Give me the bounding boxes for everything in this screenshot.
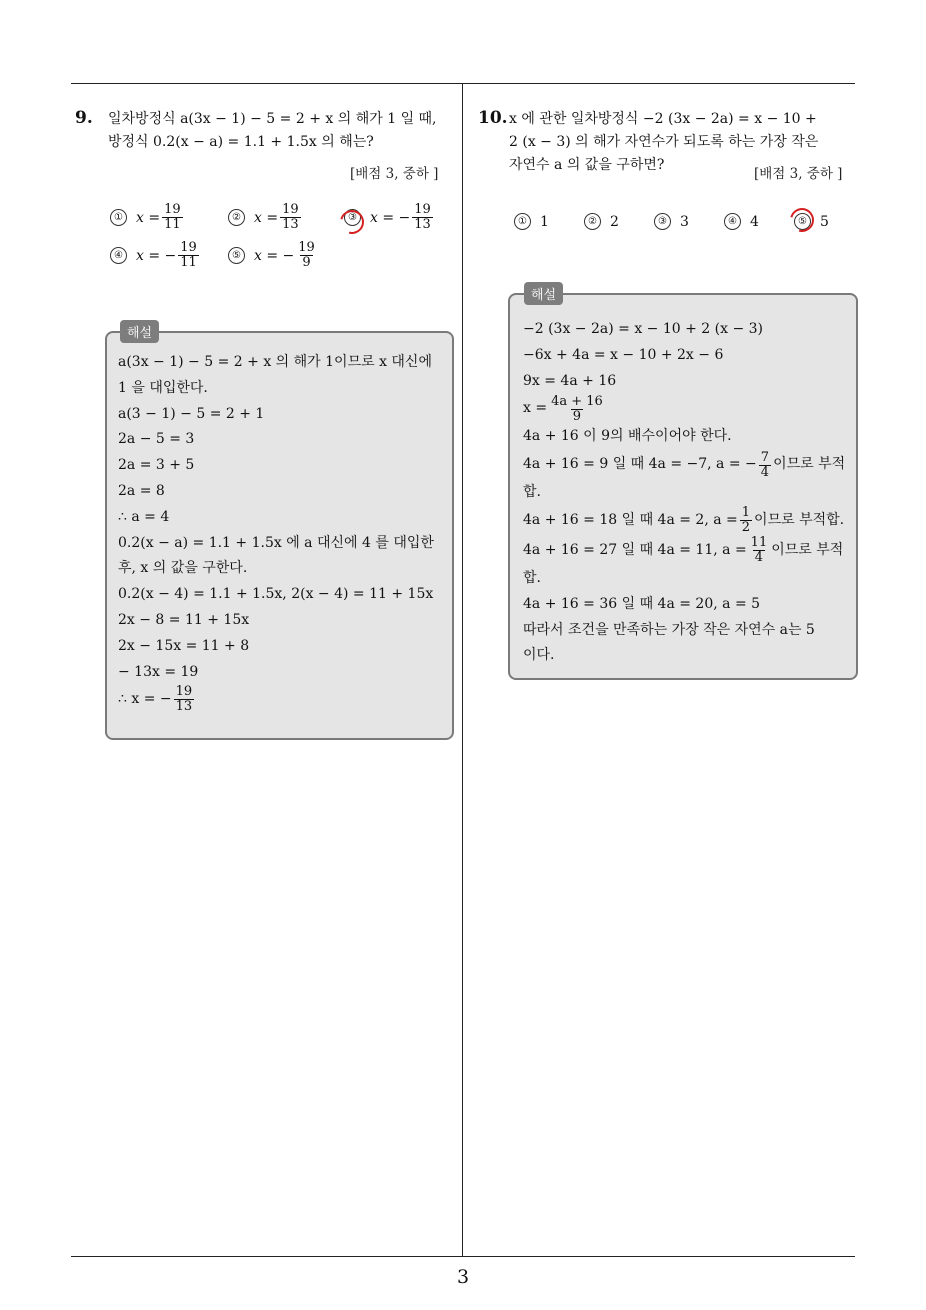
fraction-denominator: 13 xyxy=(414,217,431,232)
fraction-numerator: 19 xyxy=(164,202,181,217)
solution-line: 0.2(x − a) = 1.1 + 1.5x 에 a 대신에 4 를 대입한 xyxy=(118,534,434,551)
fraction-denominator: 9 xyxy=(572,408,582,424)
fraction-numerator: 19 xyxy=(175,684,193,700)
question-10-line-1: x 에 관한 일차방정식 −2 (3x − 2a) = x − 10 + xyxy=(509,111,817,127)
fraction xyxy=(759,451,771,480)
fraction-numerator: 11 xyxy=(750,535,768,551)
q10-solution-text xyxy=(523,317,851,669)
question-10-line-3: 자연수 a 의 값을 구하면? xyxy=(509,157,665,173)
choice-number-2: ② xyxy=(228,209,245,226)
choice-number-4: ④ xyxy=(110,247,127,264)
choice-number-5: ⑤ xyxy=(228,247,245,264)
q10-choice-2[interactable] xyxy=(584,213,619,230)
bottom-rule xyxy=(71,1256,855,1257)
solution-prefix: 4a + 16 = 18 일 때 4a = 2, a = xyxy=(523,512,738,529)
column-divider xyxy=(462,84,463,1256)
question-10-line-2: 2 (x − 3) 의 해가 자연수가 되도록 하는 가장 작은 xyxy=(509,134,819,150)
solution-final-line xyxy=(118,685,448,714)
solution-line-fraction xyxy=(523,394,851,424)
fraction-numerator: 4a + 16 xyxy=(551,393,603,409)
fraction-denominator: 4 xyxy=(760,464,770,480)
top-rule xyxy=(71,83,855,84)
solution-line-fraction xyxy=(523,536,851,566)
solution-line: 2a = 3 + 5 xyxy=(118,457,195,474)
question-10-score: [배점 3, 중하 ] xyxy=(754,166,843,182)
solution-suffix: 이므로 부적 xyxy=(771,542,844,559)
choice-number-1: ① xyxy=(110,209,127,226)
question-10-number: 10. xyxy=(478,108,508,128)
fraction xyxy=(549,395,605,424)
q9-solution-text xyxy=(118,350,448,714)
solution-line: a(3x − 1) − 5 = 2 + x 의 해가 1이므로 x 대신에 xyxy=(118,354,432,370)
q9-choice-1[interactable] xyxy=(110,203,185,232)
choice-number-2: ② xyxy=(584,213,601,230)
solution-line-fraction xyxy=(523,450,851,480)
fraction xyxy=(740,506,752,535)
choice-expression: x = xyxy=(254,209,279,226)
choice-number-1: ① xyxy=(514,213,531,230)
solution-line: −6x + 4a = x − 10 + 2x − 6 xyxy=(523,346,724,363)
solution-prefix: 4a + 16 = 27 일 때 4a = 11, a = xyxy=(523,542,747,559)
q10-choice-4[interactable] xyxy=(724,213,759,230)
choice-expression: x = − xyxy=(370,209,411,226)
solution-line: 4a + 16 = 36 일 때 4a = 20, a = 5 xyxy=(523,595,761,612)
choice-expression: x = xyxy=(136,209,161,226)
question-9-number: 9. xyxy=(75,108,93,128)
fraction-denominator: 13 xyxy=(282,217,299,232)
solution-line: − 13x = 19 xyxy=(118,663,199,680)
solution-line: 9x = 4a + 16 xyxy=(523,372,617,389)
q10-choice-1[interactable] xyxy=(514,213,549,230)
solution-line: a(3 − 1) − 5 = 2 + 1 xyxy=(118,405,265,422)
q9-choice-2[interactable] xyxy=(228,203,303,232)
choice-expression: x = − xyxy=(254,247,295,264)
fraction xyxy=(749,536,770,565)
solution-line: 2x − 15x = 11 + 8 xyxy=(118,637,250,654)
choice-value: 4 xyxy=(750,213,759,230)
question-9-line-1: 일차방정식 a(3x − 1) − 5 = 2 + x 의 해가 1 일 때, xyxy=(108,111,437,127)
solution-line: 따라서 조건을 만족하는 가장 작은 자연수 a는 5 xyxy=(523,621,815,638)
fraction xyxy=(296,241,317,270)
fraction-numerator: 19 xyxy=(414,202,431,217)
question-9-text xyxy=(108,108,453,154)
solution-line: 2x − 8 = 11 + 15x xyxy=(118,611,250,628)
choice-value: 1 xyxy=(540,213,549,230)
solution-line: 이다. xyxy=(523,647,555,664)
question-9-line-2: 방정식 0.2(x − a) = 1.1 + 1.5x 의 해는? xyxy=(108,134,374,150)
solution-line: ∴ a = 4 xyxy=(118,508,170,525)
choice-value: 2 xyxy=(610,213,619,230)
fraction xyxy=(280,203,301,232)
solution-line: 후, x 의 값을 구한다. xyxy=(118,560,248,577)
solution-line: 4a + 16 이 9의 배수이어야 한다. xyxy=(523,428,732,445)
fraction-numerator: 7 xyxy=(760,449,770,465)
q9-choice-4[interactable] xyxy=(110,241,201,270)
solution-line: 합. xyxy=(523,569,541,586)
fraction xyxy=(162,203,183,232)
fraction-denominator: 11 xyxy=(164,217,181,232)
solution-final-prefix: ∴ x = − xyxy=(118,690,172,707)
choice-number-3: ③ xyxy=(654,213,671,230)
fraction-numerator: 19 xyxy=(282,202,299,217)
question-9-score: [배점 3, 중하 ] xyxy=(350,166,439,182)
page-number: 3 xyxy=(456,1266,470,1288)
solution-line: 0.2(x − 4) = 1.1 + 1.5x, 2(x − 4) = 11 + 15x xyxy=(118,586,434,603)
q10-choice-3[interactable] xyxy=(654,213,689,230)
solution-line: 합. xyxy=(523,484,541,501)
fraction-denominator: 9 xyxy=(302,255,311,270)
solution-line: 2a = 8 xyxy=(118,482,165,499)
fraction-numerator: 19 xyxy=(180,240,197,255)
solution-suffix: 이므로 부적 xyxy=(773,456,846,473)
solution-line: 1 을 대입한다. xyxy=(118,379,208,396)
answer-mark-circle xyxy=(786,204,819,237)
choice-number-5: ⑤ xyxy=(794,213,811,230)
choice-value: 5 xyxy=(820,213,829,230)
solution-line: −2 (3x − 2a) = x − 10 + 2 (x − 3) xyxy=(523,321,764,337)
solution-line-fraction xyxy=(523,506,851,536)
solution-line: 2a − 5 = 3 xyxy=(118,431,195,448)
q10-solution-tag: 해설 xyxy=(524,282,563,305)
fraction-denominator: 11 xyxy=(180,255,197,270)
choice-number-3: ③ xyxy=(344,209,361,226)
fraction-denominator: 2 xyxy=(741,520,751,536)
choice-expression: x = − xyxy=(136,247,177,264)
fraction xyxy=(174,685,195,714)
solution-prefix: 4a + 16 = 9 일 때 4a = −7, a = − xyxy=(523,456,757,473)
fraction xyxy=(178,241,199,270)
choice-number-4: ④ xyxy=(724,213,741,230)
fraction-denominator: 13 xyxy=(175,699,193,715)
fraction-numerator: 19 xyxy=(298,240,315,255)
solution-suffix: 이므로 부적합. xyxy=(754,512,845,529)
q9-choice-5[interactable] xyxy=(228,241,319,270)
solution-prefix: x = xyxy=(523,400,548,417)
fraction xyxy=(412,203,433,232)
fraction-numerator: 1 xyxy=(741,505,751,521)
q9-solution-tag: 해설 xyxy=(120,320,159,343)
choice-value: 3 xyxy=(680,213,689,230)
fraction-denominator: 4 xyxy=(754,550,764,566)
